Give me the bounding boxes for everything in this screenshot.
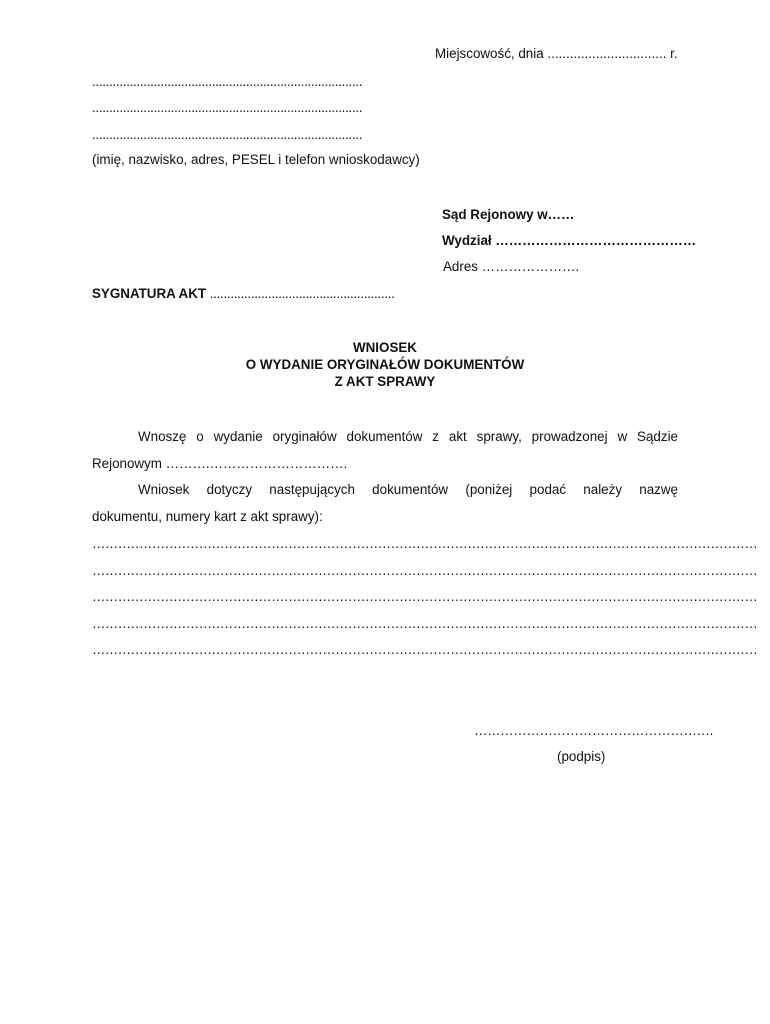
- case-number-line: [92, 286, 395, 302]
- case-number-dots: ......................................................: [209, 286, 395, 301]
- document-entry-line-3: …………………………………………………………………………………………………………………………………………: [92, 589, 758, 604]
- document-title-line-3: Z AKT SPRAWY: [334, 374, 436, 389]
- court-name: Sąd Rejonowy w……: [442, 207, 575, 222]
- court-address: Adres ………………….: [443, 259, 580, 274]
- document-entry-line-2: …………………………………………………………………………………………………………………………………………: [92, 563, 758, 578]
- document-title-line-2: O WYDANIE ORYGINAŁÓW DOKUMENTÓW: [245, 357, 525, 372]
- paragraph-1-line-2: Rejonowym ……….………………………….: [92, 456, 348, 471]
- applicant-line-1: ...............................................................................: [92, 74, 363, 89]
- applicant-caption: (imię, nazwisko, adres, PESEL i telefon wnioskodawcy): [92, 152, 420, 167]
- paragraph-2-line-2: dokumentu, numery kart z akt sprawy):: [92, 509, 323, 524]
- applicant-line-3: ...............................................................................: [92, 127, 363, 142]
- court-department: Wydział ………………………………………: [442, 233, 697, 248]
- document-entry-line-4: …………………………………………………………………………………………………………………………………………: [92, 616, 758, 631]
- paragraph-1-line-1: Wnoszę o wydanie oryginałów dokumentów z akt sprawy, prowadzonej w Sądzie: [138, 429, 678, 444]
- document-entry-line-1: …………………………………………………………………………………………………………………………………………: [92, 536, 758, 551]
- applicant-line-2: ...............................................................................: [92, 100, 363, 115]
- document-entry-line-5: …………………………………………………………………………………………………………………………………………: [92, 642, 758, 657]
- case-number-label: SYGNATURA AKT: [92, 286, 207, 301]
- signature-caption: (podpis): [557, 749, 606, 764]
- place-date-line: Miejscowość, dnia ................................ r.: [435, 46, 678, 61]
- paragraph-2-line-1: Wniosek dotyczy następujących dokumentów (poniżej podać należy nazwę: [138, 482, 678, 497]
- document-title-line-1: WNIOSEK: [353, 340, 417, 355]
- signature-line: ……………………………………………….: [474, 723, 714, 738]
